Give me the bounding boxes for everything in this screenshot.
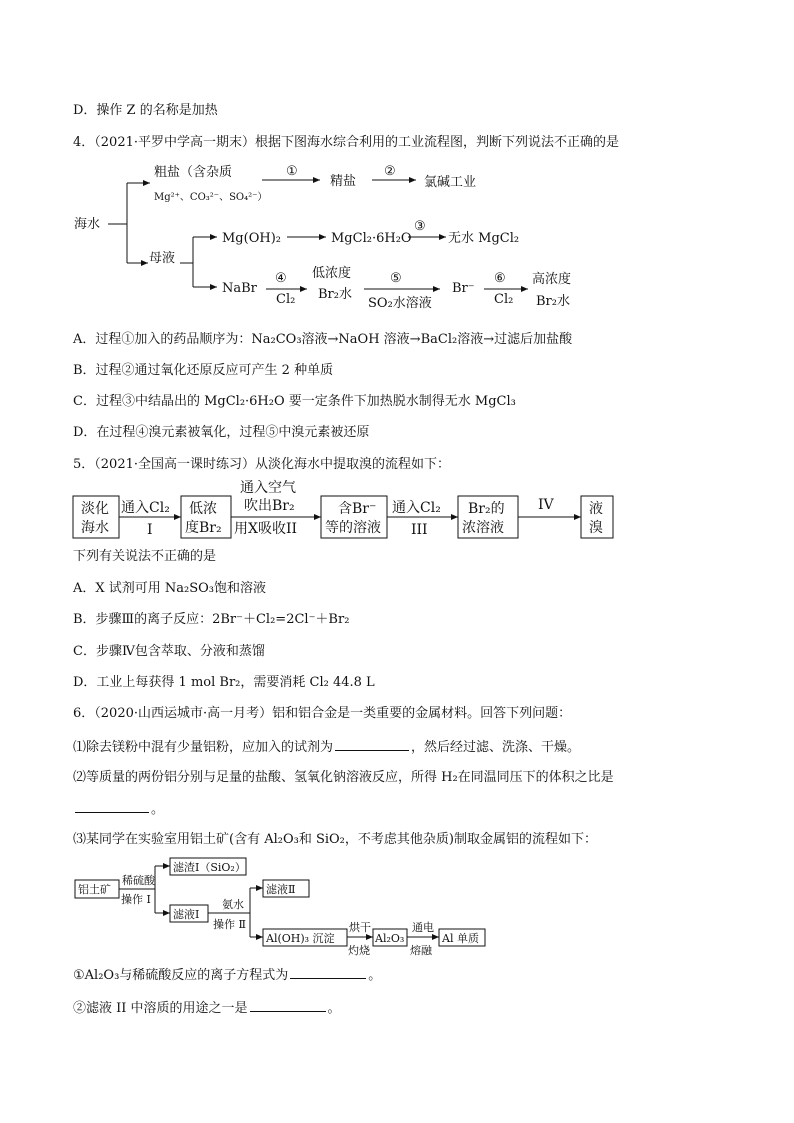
q4-mgcl2-hydrate: MgCl₂·6H₂O [331,231,412,246]
q4-option-c: C．过程③中结晶出的 MgCl₂·6H₂O 要一定条件下加热脱水制得无水 MgCl₃ [73,394,516,409]
q5-arr3: 通入Cl₂ [392,500,441,516]
q5-option-d: D．工业上每获得 1 mol Br₂，需要消耗 Cl₂ 44.8 L [73,675,375,690]
q6-dry: 烘干 [349,921,371,934]
q4-anhydrous: 无水 MgCl₂ [448,231,520,246]
q6-melt: 熔融 [410,944,432,957]
q4-br2-water-a: Br₂水 [318,287,352,302]
q4-mgoh2: Mg(OH)₂ [222,231,281,246]
q6-precip: Al(OH)₃ 沉淀 [266,932,335,945]
q5-box2a: 低浓 [189,501,217,517]
q6-ammonia: 氨水 [222,898,244,911]
q5-arr2b: 吹出Br₂ [244,498,295,514]
q4-crude-salt: 粗盐（含杂质 [154,165,233,180]
q6-al: Al 单质 [442,932,479,945]
q6-part2-answer [73,800,164,819]
q6-stem: 6．（2020·山西运城市·高一月考）铝和铝合金是一类重要的金属材料。回答下列问题： [73,706,572,721]
q4-option-b: B．过程②通过氧化还原反应可产生 2 种单质 [73,363,334,378]
q6-sub1-end: 。 [368,968,382,983]
q5-option-a: A．X 试剂可用 Na₂SO₃饱和溶液 [73,581,267,596]
q4-br-ion: Br⁻ [452,281,475,296]
q6-part2-answer-blank[interactable] [75,800,149,813]
q6-part1-answer-blank[interactable] [335,738,409,751]
q4-br2-water-b: Br₂水 [536,294,570,309]
q4-cl2-a: Cl₂ [276,292,296,307]
q6-sub2 [73,999,341,1018]
q5-box5a: 液 [589,501,603,517]
q6-filtrate1: 滤液Ⅰ [173,908,200,921]
q6-sub2-text: ②滤液 II 中溶质的用途之一是 [73,1001,248,1016]
q6-filtrate2: 滤液Ⅱ [266,883,296,896]
q5-after: 下列有关说法不正确的是 [73,549,217,564]
q6-residue: 滤渣Ⅰ（SiO₂） [173,861,246,874]
q4-mother-liquor: 母液 [149,251,176,266]
q5-option-b: B．步骤Ⅲ的离子反应：2Br⁻＋Cl₂=2Cl⁻＋Br₂ [73,612,350,627]
q4-cl2-b: Cl₂ [494,292,514,307]
q5-box3a: 含Br⁻ [338,501,377,517]
q6-part2: ⑵等质量的两份铝分别与足量的盐酸、氢氧化钠溶液反应，所得 H₂在同温同压下的体积之比是 [73,770,614,785]
q6-sub1-text: ①Al₂O₃与稀硫酸反应的离子方程式为 [73,968,289,983]
q4-so2: SO₂水溶液 [368,296,432,311]
q6-part2-end: 。 [151,802,165,817]
q5-arr1b: I [147,522,153,538]
q4-step6: ⑥ [494,271,506,286]
q5-arr4: IV [538,497,554,513]
q6-al2o3: Al₂O₃ [375,932,405,945]
q4-nabr: NaBr [222,281,257,296]
q4-step4: ④ [275,271,287,286]
q6-acid: 稀硫酸 [122,874,155,887]
q4-step1: ① [286,164,298,179]
q6-elec: 通电 [412,921,434,934]
q5-option-c: C．步骤Ⅳ包含萃取、分液和蒸馏 [73,644,265,659]
q4-refined-salt: 精盐 [330,174,357,189]
q4-step5: ⑤ [390,271,402,286]
q6-sub2-answer-blank[interactable] [250,999,326,1012]
q6-sub2-end: 。 [327,1001,341,1016]
q6-ore: 铝土矿 [78,883,111,896]
q5-box1a: 淡化 [81,501,109,517]
q5-box4a: Br₂的 [468,501,505,517]
q5-box4b: 浓溶液 [462,520,504,536]
q4-low-conc: 低浓度 [312,266,352,281]
q6-part1-text-b: ，然后经过滤、洗涤、干燥。 [411,740,581,755]
q6-part1 [73,738,580,757]
q6-sub1-answer-blank[interactable] [290,966,366,979]
q4-high-conc: 高浓度 [532,272,572,287]
q5-box3b: 等的溶液 [325,520,381,536]
q4-step3: ③ [414,219,426,234]
q4-chlor-alkali: 氯碱工业 [424,175,477,190]
q4-option-a: A．过程①加入的药品顺序为：Na₂CO₃溶液→NaOH 溶液→BaCl₂溶液→过滤后加盐酸 [73,332,573,347]
q4-stem: 4．（2021·平罗中学高一期末）根据下图海水综合利用的工业流程图，判断下列说法不正确的是 [73,135,619,150]
q5-box2b: 度Br₂ [185,520,222,536]
q4-impurities: Mg²⁺、CO₃²⁻、SO₄²⁻） [154,192,268,203]
q3-option-d: D．操作 Z 的名称是加热 [73,103,218,118]
q5-arr1: 通入Cl₂ [121,500,170,516]
q5-arr2a: 通入空气 [240,480,296,496]
q5-arr2c: 用X吸收II [234,521,298,537]
q6-part1-text-a: ⑴除去镁粉中混有少量铝粉，应加入的试剂为 [73,740,334,755]
q5-box5b: 溴 [589,520,603,536]
q5-stem: 5．（2021·全国高一课时练习）从淡化海水中提取溴的流程如下： [73,457,450,472]
q4-source: 海水 [74,217,101,232]
q6-sub1 [73,966,381,985]
q4-step2: ② [384,164,396,179]
q5-arr3b: III [411,522,428,538]
q6-op2: 操作 Ⅱ [213,918,246,931]
q6-op1: 操作 Ⅰ [121,893,151,906]
q4-option-d: D．在过程④溴元素被氧化，过程⑤中溴元素被还原 [73,425,370,440]
q6-part3: ⑶某同学在实验室用铝土矿(含有 Al₂O₃和 SiO₂，不考虑其他杂质)制取金属铝的流程如下： [73,832,597,847]
q6-burn: 灼烧 [348,944,370,957]
q5-box1b: 海水 [81,520,109,536]
